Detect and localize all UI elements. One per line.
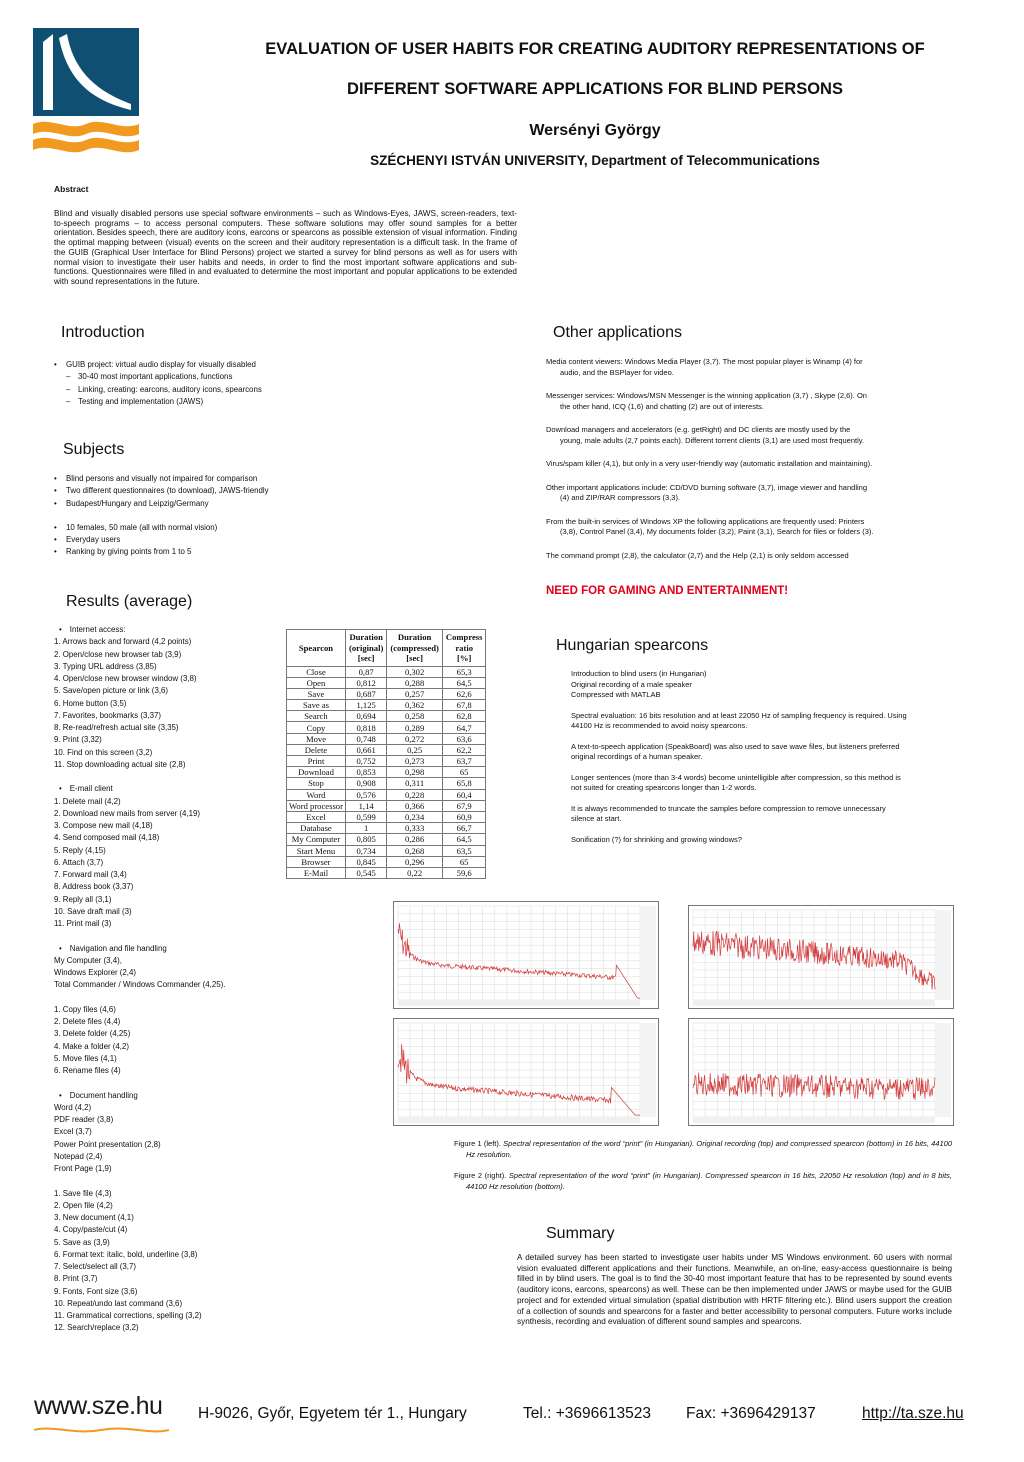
table-cell: 0,694 — [345, 711, 386, 722]
table-header-row — [287, 630, 486, 667]
paragraph-line: Other important applications include: CD/DVD burning software (3,7), image viewer and handling — [546, 482, 867, 492]
introduction-heading: Introduction — [61, 324, 145, 341]
table-cell: 0,661 — [345, 744, 386, 755]
paragraph-line: From the built-in services of Windows XP the following applications are frequently used: Printers — [546, 516, 865, 526]
paragraph: It is always recommended to truncate the samples before compression to remove unnecessary silence at start. — [571, 803, 886, 823]
table-cell: 0,545 — [345, 867, 386, 878]
table-cell: 0,366 — [387, 800, 443, 811]
paragraph: A text-to-speech application (SpeakBoard) was also used to save wave files, but listeners preferred original recordings of a human speaker. — [571, 741, 900, 761]
list-item: 6. Format text: italic, bold, underline (3,8) — [54, 1249, 198, 1259]
table-cell: My Computer — [287, 834, 346, 845]
table-cell: 63,5 — [442, 845, 486, 856]
paragraph-line: the other hand, ICQ (1,6) and chatting (2) are out of interests. — [560, 401, 764, 411]
table-cell: 0,599 — [345, 811, 386, 822]
paragraph-line: Media content viewers: Windows Media Player (3,7). The most popular player is Winamp (4) for — [546, 357, 863, 366]
list-item: 7. Favorites, bookmarks (3,37) — [54, 710, 162, 720]
results-subheading: • E-mail client — [54, 783, 314, 795]
table-row — [287, 722, 486, 733]
list-item: 10. Save draft mail (3) — [54, 906, 132, 916]
footer-address: H-9026, Győr, Egyetem tér 1., Hungary — [198, 1405, 467, 1422]
list-item: 6. Rename files (4) — [54, 1066, 121, 1075]
table-cell: 62,6 — [442, 688, 486, 699]
footer-fax: Fax: +3696429137 — [686, 1405, 816, 1422]
list-item: Windows Explorer (2,4) — [54, 968, 137, 977]
list-item: 1. Copy files (4,6) — [54, 1004, 116, 1014]
list-item: 3. Delete folder (4,25) — [54, 1029, 131, 1039]
header-line: ratio — [455, 642, 474, 653]
table-cell: 62,2 — [442, 744, 486, 755]
table-cell: 0,288 — [387, 677, 443, 688]
table-cell: 0,845 — [345, 856, 386, 867]
table-cell: 1,125 — [345, 700, 386, 711]
list-item: • Two different questionnaires (to download), JAWS-friendly — [54, 485, 354, 497]
title-line-2: DIFFERENT SOFTWARE APPLICATIONS FOR BLIND PERSONS — [347, 80, 843, 98]
table-header-cell — [345, 630, 386, 667]
table-cell: 65 — [442, 856, 486, 867]
table-cell: 0,812 — [345, 677, 386, 688]
list-item: • Everyday users — [54, 534, 354, 546]
other-applications-list — [546, 357, 924, 561]
table-row — [287, 711, 486, 722]
table-cell: 0,576 — [345, 789, 386, 800]
table-cell: 0,268 — [387, 845, 443, 856]
table-cell: 0,272 — [387, 733, 443, 744]
subjects-list — [54, 473, 354, 559]
table-cell: 0,273 — [387, 756, 443, 767]
results-list — [54, 624, 314, 1335]
table-cell: 0,687 — [345, 688, 386, 699]
table-row — [287, 733, 486, 744]
author: Wersényi György — [529, 122, 661, 139]
list-item: 1. Arrows back and forward (4,2 points) — [54, 637, 192, 647]
table-row — [287, 811, 486, 822]
list-item: 8. Print (3,7) — [54, 1274, 98, 1284]
table-cell: 66,7 — [442, 823, 486, 834]
list-item: My Computer (3,4), — [54, 955, 122, 965]
table-cell: 0,22 — [387, 867, 443, 878]
table-cell: 67,8 — [442, 700, 486, 711]
table-header-cell — [442, 630, 486, 667]
list-item: 3. New document (4,1) — [54, 1213, 134, 1222]
header-line: [sec] — [406, 653, 423, 663]
paragraph-line: (3,8), Control Panel (3,4), My documents folder (3,2), Paint (3,1), Search for files or folders (3). — [560, 527, 874, 536]
table-cell: 0,752 — [345, 756, 386, 767]
table-row — [287, 744, 486, 755]
list-item: – Linking, creating: earcons, auditory icons, spearcons — [54, 384, 354, 396]
list-item: 4. Copy/paste/cut (4) — [54, 1225, 128, 1235]
abstract-heading: Abstract — [54, 184, 89, 194]
header-line: Duration — [397, 632, 432, 642]
table-header-cell — [287, 630, 346, 667]
footer-url[interactable] — [862, 1405, 964, 1423]
table-cell: Start Menu — [287, 845, 346, 856]
list-item: 11. Grammatical corrections, spelling (3,2) — [54, 1311, 202, 1320]
table-cell: Excel — [287, 811, 346, 822]
footer-logo-underline — [34, 1425, 169, 1435]
spectrum-figure-1-top — [393, 901, 659, 1009]
figure-1-caption: Figure 1 (left). Spectral representation of the word “print” (in Hungarian). Original recording (top) and compressed spearcon (bottom) in 16 bits, 44100 Hz resolution. — [454, 1139, 952, 1159]
table-cell: 0,257 — [387, 688, 443, 699]
table-row — [287, 688, 486, 699]
list-item: 5. Save/open picture or link (3,6) — [54, 686, 169, 696]
list-item: • Blind persons and visually not impaired for comparison — [54, 473, 354, 485]
introduction-list — [54, 359, 354, 408]
header-line: Compress — [445, 632, 483, 642]
table-cell: 0,298 — [387, 767, 443, 778]
list-item: 8. Address book (3,37) — [54, 882, 134, 892]
table-cell: Move — [287, 733, 346, 744]
table-cell: 60,9 — [442, 811, 486, 822]
table-cell: 63,7 — [442, 756, 486, 767]
footer-logo: www.sze.hu — [34, 1392, 163, 1420]
table-cell: Stop — [287, 778, 346, 789]
table-header-cell — [387, 630, 443, 667]
table-cell: Search — [287, 711, 346, 722]
header-line: Duration — [349, 632, 383, 642]
list-item: 9. Fonts, Font size (3,6) — [54, 1286, 138, 1296]
table-row — [287, 700, 486, 711]
list-item: 2. Open file (4,2) — [54, 1200, 113, 1210]
list-item: 7. Forward mail (3,4) — [54, 870, 127, 879]
affiliation: SZÉCHENYI ISTVÁN UNIVERSITY, Department of Telecommunications — [370, 153, 820, 168]
paragraph-line: Download managers and accelerators (e.g. getRight) and DC clients are mostly used by the — [546, 425, 851, 434]
other-app-paragraph — [546, 483, 924, 504]
table-row — [287, 800, 486, 811]
list-item: • 10 females, 50 male (all with normal vision) — [54, 522, 354, 534]
spectrum-figure-2-top — [688, 905, 954, 1009]
table-cell: 0,234 — [387, 811, 443, 822]
paragraph-line: audio, and the BSPlayer for video. — [560, 367, 674, 377]
table-row — [287, 767, 486, 778]
footer-tel: Tel.: +3696613523 — [523, 1405, 651, 1422]
paragraph: Original recording of a male speaker — [571, 679, 692, 689]
paragraph-line: Virus/spam killer (4,1), but only in a very user-friendly way (automatic installation and maintaining). — [546, 459, 873, 468]
other-applications-heading: Other applications — [553, 324, 682, 341]
results-subheading: • Document handling — [54, 1090, 314, 1102]
table-cell: 64,7 — [442, 722, 486, 733]
website-link[interactable]: http://ta.sze.hu — [862, 1405, 964, 1422]
table-cell: 0,228 — [387, 789, 443, 800]
paragraph-line: The command prompt (2,8), the calculator (2,7) and the Help (2,1) is only seldom accessed — [546, 550, 849, 560]
list-item: 7. Select/select all (3,7) — [54, 1262, 137, 1271]
paragraph: Sonification (?) for shrinking and growing windows? — [571, 834, 742, 844]
list-item: 2. Delete files (4,4) — [54, 1017, 121, 1026]
list-item: 11. Print mail (3) — [54, 919, 112, 928]
table-cell: 64,5 — [442, 834, 486, 845]
table-cell: 0,302 — [387, 666, 443, 677]
table-cell: 0,286 — [387, 834, 443, 845]
table-cell: 0,853 — [345, 767, 386, 778]
summary-heading: Summary — [546, 1225, 615, 1242]
table-cell: Open — [287, 677, 346, 688]
results-subheading: • Navigation and file handling — [54, 943, 314, 955]
table-cell: 59,6 — [442, 867, 486, 878]
table-cell: 60,4 — [442, 789, 486, 800]
table-cell: 0,362 — [387, 700, 443, 711]
table-cell: 65,3 — [442, 666, 486, 677]
table-cell: Word — [287, 789, 346, 800]
paragraph: Introduction to blind users (in Hungarian) — [571, 669, 707, 678]
table-row — [287, 677, 486, 688]
header-line: (original) — [348, 642, 384, 653]
list-item: – Testing and implementation (JAWS) — [54, 396, 354, 408]
list-item: Front Page (1,9) — [54, 1164, 112, 1173]
table-row — [287, 867, 486, 878]
university-logo — [33, 28, 139, 154]
table-cell: 0,333 — [387, 823, 443, 834]
list-item: 4. Open/close new browser window (3,8) — [54, 674, 197, 683]
summary-text: A detailed survey has been started to investigate user habits under MS Windows environment. 60 users with normal vision evaluated different applications and their functions. Meanwhile, an on-line, easy-access questionnaire is being filled in by blind users. The goal is to find the 30-40 most important feature that has to be represented by sound events (auditory icons, earcons, spearcons) as well. These can be then implemented under JAWS or maybe used for the GUIB project and for extended virtual simulation (spatial distribution with HRTF filtering etc.). Blind users support the creation of a collection of sounds and spearcons for a faster and better accessibility to personal computers. Future works include synthesis, recording and evaluation of different sound samples and spearcons. — [517, 1253, 952, 1327]
table-cell: 0,258 — [387, 711, 443, 722]
list-item: 10. Repeat/undo last command (3,6) — [54, 1298, 183, 1308]
other-app-paragraph — [546, 459, 924, 470]
results-heading: Results (average) — [66, 593, 193, 610]
table-cell: Word processor — [287, 800, 346, 811]
list-item: 1. Delete mail (4,2) — [54, 796, 121, 806]
list-item: • GUIB project: virtual audio display for visually disabled — [54, 359, 354, 371]
spectrum-figure-1-bottom — [393, 1018, 659, 1126]
table-cell: Browser — [287, 856, 346, 867]
paragraph: Compressed with MATLAB — [571, 690, 661, 699]
list-item: 5. Move files (4,1) — [54, 1053, 117, 1063]
other-app-paragraph — [546, 391, 924, 412]
table-cell: Save — [287, 688, 346, 699]
table-row — [287, 845, 486, 856]
abstract-text: Blind and visually disabled persons use special software environments – such as Windows-Eyes, JAWS, screen-readers, text-to-speech programs – to access personal computers. These software solutions may offer sound samples for a better orientation. Besides speech, there are auditory icons, earcons or spearcons as possible extension of visual information. Finding the optimal mapping between (visual) events on the screen and their auditory representation is a difficult task. In the frame of the GUIB (Graphical User Interface for Blind Persons) project we started a survey for blind persons as well as for users with normal vision to investigate their user habits and needs, in order to find the most important software applications and sub-functions. Questionnaires were filled in and evaluated to determine the most important and popular applications to be extended with sound representations in the future. — [54, 209, 517, 286]
table-cell: 1 — [345, 823, 386, 834]
table-row — [287, 823, 486, 834]
spectrum-figure-2-bottom — [688, 1018, 954, 1126]
table-row — [287, 834, 486, 845]
subjects-heading: Subjects — [63, 441, 125, 458]
list-item: 2. Download new mails from server (4,19) — [54, 808, 201, 818]
list-item: 10. Find on this screen (3,2) — [54, 747, 153, 757]
figure-2-caption: Figure 2 (right). Spectral representation of the word “print” (in Hungarian). Compressed spearcon in 16 bits, 22050 Hz resolution (top) and in 8 bits, 44100 Hz resolution (bottom). — [454, 1171, 952, 1191]
table-cell: 0,289 — [387, 722, 443, 733]
list-item: 9. Reply all (3,1) — [54, 894, 112, 904]
list-item: 4. Make a folder (4,2) — [54, 1041, 129, 1051]
table-cell: E-Mail — [287, 867, 346, 878]
figure-captions — [454, 1139, 952, 1192]
list-item: Word (4,2) — [54, 1102, 92, 1112]
table-row — [287, 778, 486, 789]
other-app-paragraph — [546, 425, 924, 446]
header-line: [%] — [457, 653, 472, 663]
results-subheading: • Internet access: — [54, 624, 314, 636]
list-item: Notepad (2,4) — [54, 1151, 103, 1161]
table-cell: 0,734 — [345, 845, 386, 856]
table-row — [287, 856, 486, 867]
table-cell: Delete — [287, 744, 346, 755]
other-app-paragraph — [546, 551, 924, 562]
other-app-paragraph — [546, 357, 924, 378]
list-item: 6. Home button (3,5) — [54, 698, 127, 708]
list-item: 5. Reply (4,15) — [54, 845, 106, 855]
table-cell: 0,311 — [387, 778, 443, 789]
list-item: 8. Re-read/refresh actual site (3,35) — [54, 723, 179, 732]
table-cell: 1,14 — [345, 800, 386, 811]
header-line: (compressed) — [390, 642, 439, 653]
table-cell: 0,748 — [345, 733, 386, 744]
gaming-need-callout: NEED FOR GAMING AND ENTERTAINMENT! — [546, 585, 789, 597]
table-cell: 64,5 — [442, 677, 486, 688]
table-cell: 65,8 — [442, 778, 486, 789]
table-cell: Download — [287, 767, 346, 778]
list-item: 11. Stop downloading actual site (2,8) — [54, 759, 186, 769]
table-cell: 62,8 — [442, 711, 486, 722]
table-cell: Database — [287, 823, 346, 834]
table-cell: Copy — [287, 722, 346, 733]
other-app-paragraph — [546, 517, 924, 538]
table-cell: 0,25 — [387, 744, 443, 755]
list-item: 9. Print (3,32) — [54, 735, 102, 745]
table-cell: 65 — [442, 767, 486, 778]
list-item: • Budapest/Hungary and Leipzig/Germany — [54, 498, 354, 510]
list-item: 3. Typing URL address (3,85) — [54, 661, 157, 671]
table-row — [287, 666, 486, 677]
hungarian-spearcons-heading: Hungarian spearcons — [556, 637, 709, 654]
table-cell: Close — [287, 666, 346, 677]
table-cell: 67,9 — [442, 800, 486, 811]
table-cell: Print — [287, 756, 346, 767]
list-item: Excel (3,7) — [54, 1127, 92, 1137]
list-item: 4. Send composed mail (4,18) — [54, 833, 160, 843]
list-item: • Ranking by giving points from 1 to 5 — [54, 546, 354, 558]
table-cell: 0,908 — [345, 778, 386, 789]
list-item: 12. Search/replace (3,2) — [54, 1323, 139, 1333]
table-cell: 0,87 — [345, 666, 386, 677]
list-item: PDF reader (3,8) — [54, 1115, 114, 1124]
list-item: 2. Open/close new browser tab (3,9) — [54, 649, 182, 659]
paragraph-line: (4) and ZIP/RAR compressors (3,3). — [560, 493, 681, 502]
list-item: 6. Attach (3,7) — [54, 857, 104, 867]
header-line: [sec] — [357, 653, 375, 663]
table-row — [287, 756, 486, 767]
paragraph-line: Messenger services: Windows/MSN Messenger is the winning application (3,7) , Skype (2,6). On — [546, 391, 867, 400]
title-line-1: EVALUATION OF USER HABITS FOR CREATING AUDITORY REPRESENTATIONS OF — [265, 40, 925, 58]
table-cell: Save as — [287, 700, 346, 711]
paragraph: Spectral evaluation: 16 bits resolution and at least 22050 Hz of sampling frequency is required. Using 44100 Hz is recommended to avoid noisy spearcons. — [571, 710, 907, 730]
table-cell: 0,296 — [387, 856, 443, 867]
paragraph: Longer sentences (more than 3-4 words) become unintelligible after compression, so this method is not suited for creating spearcons longer than 1-2 words. — [571, 772, 901, 792]
table-cell: 0,818 — [345, 722, 386, 733]
list-item: 3. Compose new mail (4,18) — [54, 821, 153, 830]
list-item: Power Point presentation (2,8) — [54, 1139, 161, 1149]
paragraph-line: young, male adults (2,7 points each). Different torrent clients (3,1) are used most frequently. — [560, 435, 865, 445]
table-row — [287, 789, 486, 800]
list-item: Total Commander / Windows Commander (4,25). — [54, 980, 226, 990]
spearcon-duration-table — [286, 629, 486, 879]
header-line: Spearcon — [298, 642, 334, 653]
hungarian-spearcons-text — [571, 669, 911, 845]
list-item: – 30-40 most important applications, functions — [54, 371, 354, 383]
table-cell: 0,805 — [345, 834, 386, 845]
list-item: 5. Save as (3,9) — [54, 1237, 110, 1247]
list-item: 1. Save file (4,3) — [54, 1188, 112, 1198]
table-cell: 63,6 — [442, 733, 486, 744]
